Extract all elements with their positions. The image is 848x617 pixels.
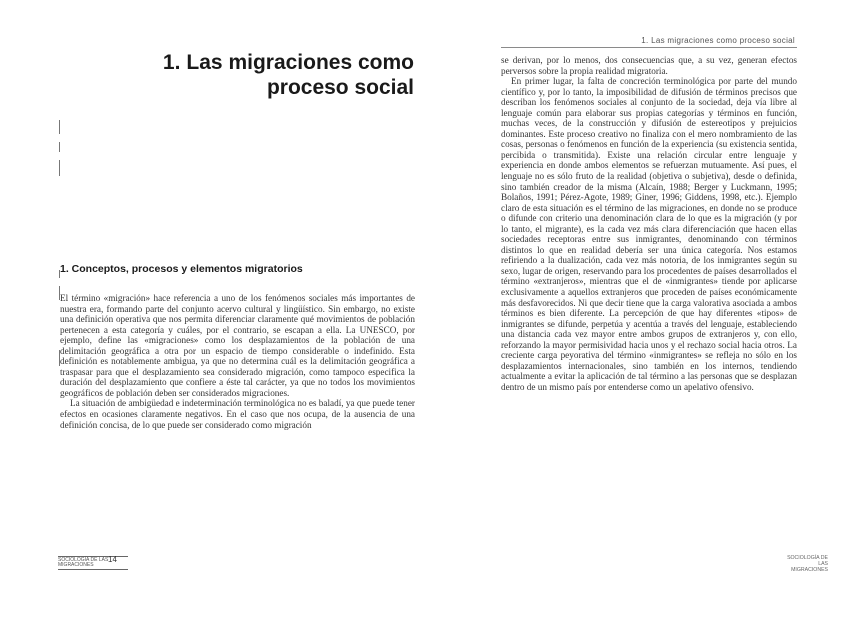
chapter-title-line1: Las migraciones como xyxy=(186,51,414,74)
right-page-footer: SOCIOLOGÍA DE LAS MIGRACIONES xyxy=(787,555,828,573)
running-header: 1. Las migraciones como proceso social xyxy=(641,36,795,45)
chapter-title-line2: proceso social xyxy=(266,76,414,99)
left-footer-text: SOCIOLOGÍA DE LAS MIGRACIONES xyxy=(58,557,109,568)
section-heading: 1. Conceptos, procesos y elementos migratorios xyxy=(60,263,303,275)
chapter-number: 1. xyxy=(162,51,181,74)
right-page xyxy=(424,0,848,617)
chapter-title xyxy=(114,50,414,100)
right-paragraph-1: se derivan, por lo menos, dos consecuencias que, a su vez, generan efectos perversos sobre la propia realidad migratoria. xyxy=(501,55,797,76)
left-paragraph-2: La situación de ambigüedad e indeterminación terminológica no es baladí, ya que puede tener efectos en ocasiones claramente negativos. En el caso que nos ocupa, de la ausencia de una definición concisa, de lo que puede ser considerado como migración xyxy=(60,398,415,430)
header-rule xyxy=(501,47,797,48)
left-body-text xyxy=(60,293,415,556)
right-body-text xyxy=(501,55,797,572)
left-page-footer xyxy=(58,555,128,571)
right-paragraph-2: En primer lugar, la falta de concreción terminológica por parte del mundo científico y, por lo tanto, la imposibilidad de difusión de términos precisos que describan los fenómenos sociales al conjunto de la sociedad, deja vía libre al lenguaje común para elaborar sus propias categorías y términos en función, muchas veces, de la construcción y difusión de estereotipos y prejuicios dominantes. Este proceso creativo no finaliza con el mero nombramiento de las cosas, personas o fenómenos en función de la experiencia (su existencia sentida, percibida o transmitida). Existe una relación circular entre lenguaje y experiencia en donde ambos elementos se refuerzan mutuamente. Así pues, el lenguaje no es sólo fruto de la realidad (objetiva o subjetiva), desde o definida, sino también creador de la misma (Alcaín, 1988; Berger y Luckmann, 1995; Bolaños, 1991; Pérez-Agote, 1989; Giner, 1996; Giddens, 1998, etc.). Ejemplo claro de esta situación es el término de las migraciones, en donde no se produce o difunde con criterio una denominación clara de lo que es la migración (y por lo tanto, el migrante), es la cada vez más clara diferenciación que hacen ellas sociedades receptoras entre sus inmigrantes, denominando con términos distintos lo que en realidad debería ser una única categoría. Nos estamos refiriendo a la dualización, cada vez más notoria, de los inmigrantes según su sexo, lugar de origen, reservando para los procedentes de países desarrollados el término «extranjeros», mientras que el de «inmigrantes» tiende por aplicarse exclusivamente a aquellos extranjeros que proceden de países económicamente más desfavorecidos. Ni que decir tiene que la carga valorativa asociada a ambos términos es bien diferente. La percepción de que hay diferentes «tipos» de inmigrantes se difunde, perpetúa y acentúa a través del lenguaje, estableciendo una distancia cada vez mayor entre ambos grupos de extranjeros y, con ello, reforzando la mayor permisividad hacia unos y el rechazo social hacia otros. La creciente carga peyorativa del término «inmigrantes» se refleja no sólo en los desplazamientos internacionales, sino también en los internos, tendiendo actualmente a evitar la aplicación de tal término a las personas que se desplazan dentro de un mismo país por entenderse como un apelativo ofensivo. xyxy=(501,76,797,392)
left-page-number: 14 xyxy=(108,555,117,564)
left-paragraph-1: El término «migración» hace referencia a uno de los fenómenos sociales más importantes de nuestra era, formando parte del conjunto acervo cultural y lingüístico. Sin embargo, no existe una definición operativa que nos permita diferenciar claramente qué movimientos de población pertenecen a esta categoría y cuáles, por el contrario, se escapan a ella. La UNESCO, por ejemplo, define las «migraciones» como los desplazamientos de la población de una delimitación geográfica a otra por un espacio de tiempo considerable o indefinido. Esta definición es notablemente ambigua, ya que no determina cuál es la delimitación geográfica a traspasar para que el desplazamiento sea considerado migración, como tampoco especifica la duración del desplazamiento que confiere a éste tal carácter, ya que no todos los movimientos geográficos de población deben ser considerados migraciones. xyxy=(60,293,415,398)
